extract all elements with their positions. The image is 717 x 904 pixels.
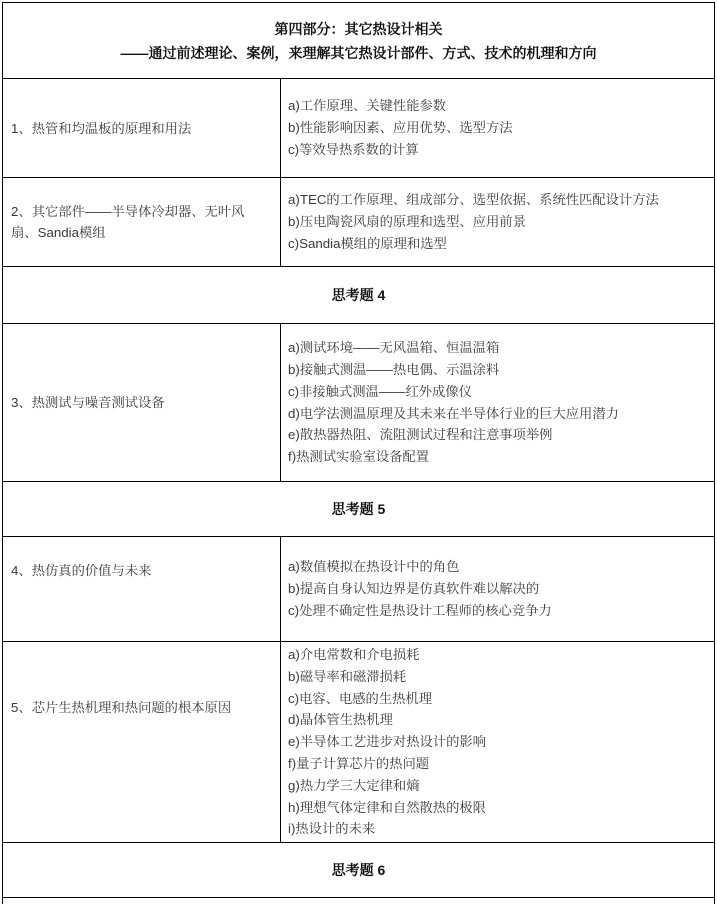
- detail-item: d)电学法测温原理及其未来在半导体行业的巨大应用潜力: [288, 405, 619, 421]
- detail-cell: [281, 642, 714, 842]
- detail-item: f)热测试实验室设备配置: [288, 449, 430, 465]
- detail-item: c)处理不确定性是热设计工程师的核心竞争力: [288, 602, 552, 618]
- detail-item: c)非接触式测温——红外成像仪: [288, 383, 472, 399]
- detail-item: e)半导体工艺进步对热设计的影响: [288, 734, 486, 750]
- topic-cell: 4、热仿真的价值与未来: [3, 537, 281, 641]
- next-row-cutoff: [3, 898, 714, 904]
- detail-item: b)性能影响因素、应用优势、选型方法: [288, 120, 513, 136]
- detail-item: b)压电陶瓷风扇的原理和选型、应用前景: [288, 214, 526, 230]
- table-row-4: [3, 537, 714, 642]
- table-row-2: [3, 178, 714, 267]
- table-row-5: [3, 642, 714, 843]
- detail-cell: [281, 79, 714, 177]
- topic-cell: 3、热测试与噪音测试设备: [3, 324, 281, 481]
- table-header-row: [3, 3, 714, 79]
- table-row-3: [3, 324, 714, 482]
- detail-item: a)工作原理、关键性能参数: [288, 98, 447, 114]
- detail-item: c)电容、电感的生热机理: [288, 690, 433, 706]
- question-banner-4: 思考题 4: [3, 267, 714, 324]
- detail-item: d)晶体管生热机理: [288, 712, 393, 728]
- detail-item: i)热设计的未来: [288, 821, 376, 837]
- section-title: 第四部分：其它热设计相关: [274, 20, 443, 37]
- table-row-1: [3, 79, 714, 178]
- question-banner-6: 思考题 6: [3, 843, 714, 898]
- detail-item: c)Sandia模组的原理和选型: [288, 235, 447, 251]
- detail-item: a)数值模拟在热设计中的角色: [288, 559, 460, 575]
- detail-cell: [281, 178, 714, 266]
- detail-item: g)热力学三大定律和熵: [288, 777, 420, 793]
- detail-item: a)介电常数和介电损耗: [288, 646, 420, 662]
- topic-cell: 5、芯片生热机理和热问题的根本原因: [3, 642, 281, 842]
- detail-item: h)理想气体定律和自然散热的极限: [288, 799, 486, 815]
- detail-item: f)量子计算芯片的热问题: [288, 755, 430, 771]
- topic-cell: 2、其它部件——半导体冷却器、无叶风扇、Sandia模组: [3, 178, 281, 266]
- detail-item: a)TEC的工作原理、组成部分、选型依据、系统性匹配设计方法: [288, 192, 659, 208]
- detail-item: a)测试环境——无风温箱、恒温温箱: [288, 340, 500, 356]
- section-subtitle: ——通过前述理论、案例，来理解其它热设计部件、方式、技术的机理和方向: [120, 44, 597, 61]
- course-outline-table: [2, 2, 715, 904]
- detail-cell: [281, 324, 714, 481]
- detail-item: c)等效导热系数的计算: [288, 141, 419, 157]
- detail-cell: [281, 537, 714, 641]
- detail-item: e)散热器热阻、流阻测试过程和注意事项举例: [288, 427, 553, 443]
- detail-item: b)接触式测温——热电偶、示温涂料: [288, 361, 500, 377]
- detail-item: b)磁导率和磁滞损耗: [288, 668, 407, 684]
- question-banner-5: 思考题 5: [3, 482, 714, 537]
- topic-cell: 1、热管和均温板的原理和用法: [3, 79, 281, 177]
- detail-item: b)提高自身认知边界是仿真软件难以解决的: [288, 581, 540, 597]
